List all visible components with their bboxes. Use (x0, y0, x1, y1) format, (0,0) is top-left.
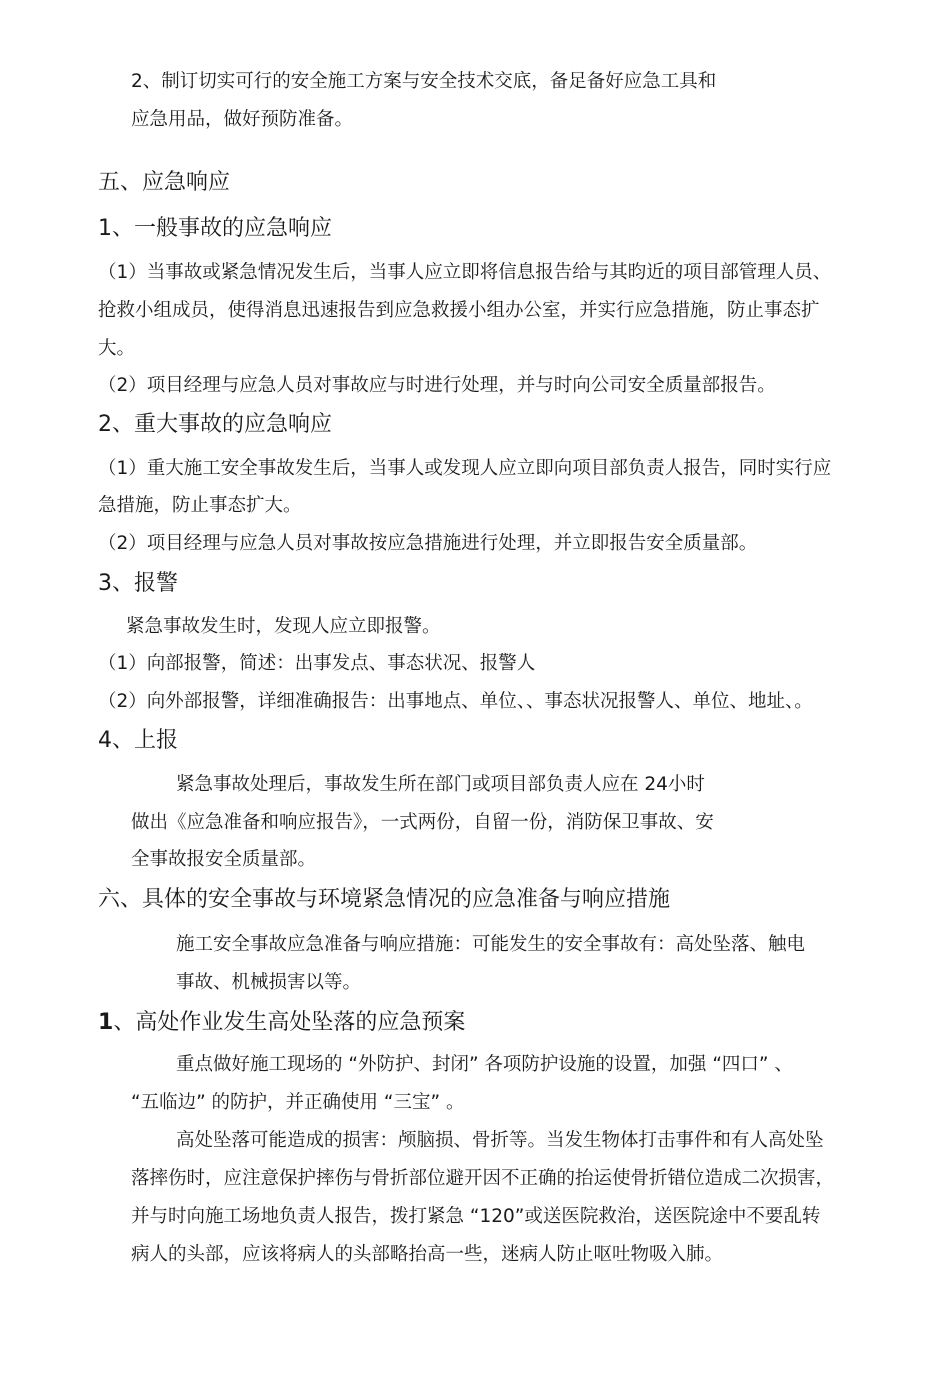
paragraph-line: 紧急事故发生时，发现人应立即报警。 (126, 616, 441, 637)
paragraph-line: 抢救小组成员，使得消息迅速报告到应急救援小组办公室，并实行应急措施，防止事态扩 (98, 300, 820, 321)
paragraph-line: 施工安全事故应急准备与响应措施：可能发生的安全事故有：高处坠落、触电 (176, 934, 806, 955)
subsection-heading: 2、重大事故的应急响应 (98, 412, 332, 437)
paragraph-line: （1）重大施工安全事故发生后，当事人或发现人应立即向项目部负责人报告，同时实行应 (98, 458, 832, 479)
paragraph-line: 应急用品，做好预防准备。 (131, 109, 354, 130)
paragraph-line: 2、制订切实可行的安全施工方案与安全技术交底，备足备好应急工具和 (131, 71, 717, 92)
paragraph-line: （2）项目经理与应急人员对事故应与时进行处理，并与时向公司安全质量部报告。 (98, 375, 776, 396)
subsection-heading: 3、报警 (98, 571, 178, 596)
paragraph-line: 并与时向施工场地负责人报告，拨打紧急 “120”或送医院救治，送医院途中不要乱转 (131, 1206, 821, 1227)
paragraph-line: 病人的头部，应该将病人的头部略抬高一些，迷病人防止呕吐物吸入肺。 (131, 1244, 724, 1265)
paragraph-line: “五临边” 的防护，并正确使用 “三宝” 。 (131, 1092, 465, 1113)
paragraph-line: 大。 (98, 338, 136, 359)
paragraph-line: 全事故报安全质量部。 (131, 849, 317, 870)
paragraph-line: （1）当事故或紧急情况发生后，当事人应立即将信息报告给与其昀近的项目部管理人员、 (98, 262, 832, 283)
paragraph-line: （1）向部报警，简述：出事发点、事态状况、报警人 (98, 653, 536, 674)
paragraph-line: （2）项目经理与应急人员对事故按应急措施进行处理，并立即报告安全质量部。 (98, 533, 758, 554)
paragraph-line: 紧急事故处理后，事故发生所在部门或项目部负责人应在 24小时 (176, 774, 705, 795)
paragraph-line: 做出《应急准备和响应报告》，一式两份，自留一份，消防保卫事故、安 (131, 812, 714, 833)
heading-number: 1 (98, 1010, 114, 1035)
paragraph-line: 高处坠落可能造成的损害：颅脑损、骨折等。当发生物体打击事件和有人高处坠 (176, 1130, 824, 1151)
paragraph-line: （2）向外部报警，详细准确报告：出事地点、单位、、事态状况报警人、单位、地址、。 (98, 691, 813, 712)
section-heading: 五、应急响应 (98, 170, 231, 195)
paragraph-line: 事故、机械损害以等。 (176, 972, 362, 993)
heading-text: 、高处作业发生高处坠落的应急预案 (113, 1010, 466, 1035)
subsection-heading (98, 1008, 465, 1038)
paragraph-line: 落摔伤时，应注意保护摔伤与骨折部位避开因不正确的抬运使骨折错位造成二次损害， (131, 1168, 835, 1189)
subsection-heading: 1、一般事故的应急响应 (98, 216, 332, 241)
paragraph-line: 重点做好施工现场的 “外防护、封闭” 各项防护设施的设置，加强 “四口” 、 (176, 1054, 793, 1075)
subsection-heading: 4、上报 (98, 728, 178, 753)
paragraph-line: 急措施，防止事态扩大。 (98, 495, 302, 516)
section-heading: 六、具体的安全事故与环境紧急情况的应急准备与响应措施 (98, 887, 671, 912)
